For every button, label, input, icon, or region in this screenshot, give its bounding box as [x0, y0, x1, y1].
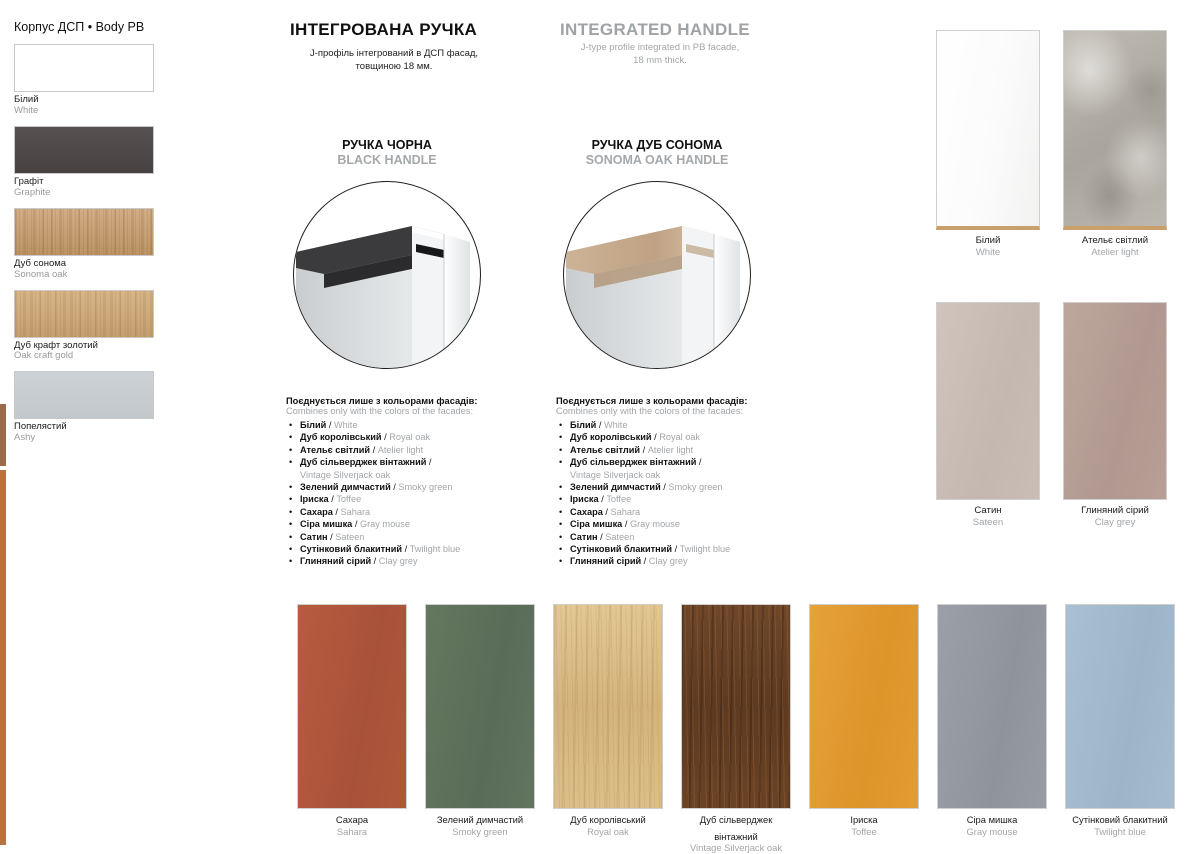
swatch-name-en: White: [14, 104, 39, 116]
list-item: • Білий / White: [300, 419, 546, 431]
list-item: • Ательє світлий / Atelier light: [300, 444, 546, 456]
facade-image: [1063, 302, 1167, 500]
facade-caption-ua-2: вінтажний: [714, 830, 758, 842]
item-ua: Сутінковий блакитний: [300, 544, 403, 555]
item-en: Gray mouse: [629, 519, 680, 530]
item-ua: Сахара: [570, 506, 603, 517]
swatch-name-en: Sonoma oak: [14, 268, 68, 280]
list-item: • Зелений димчастий / Smoky green: [570, 481, 816, 493]
facade-caption-ua: Іриска: [850, 814, 878, 825]
item-en: Sahara: [610, 506, 641, 517]
facade-image: [681, 604, 791, 809]
combine-label-ua: Поєднується лише з кольорами фасадів:: [556, 396, 748, 406]
swatch-chip: [14, 208, 154, 256]
item-en: Toffee: [606, 494, 632, 505]
facade-image: [937, 604, 1047, 809]
facade-caption-en: Gray mouse: [966, 825, 1018, 837]
facade-caption-ua: Зелений димчастий: [436, 814, 524, 825]
swatch-name-ua: Білий: [14, 94, 39, 105]
body-materials-panel: [14, 20, 184, 453]
swatch-name-en: Graphite: [14, 186, 51, 198]
handle-sonoma-title-ua: РУЧКА ДУБ СОНОМА: [591, 138, 723, 152]
list-item-continuation: Vintage Silverjack oak: [570, 469, 661, 480]
item-en: Smoky green: [668, 482, 723, 493]
facade-atelier-light: [1063, 30, 1167, 258]
list-item: • Сахара / Sahara: [570, 506, 816, 518]
heading-en-sub-line1: J-type profile integrated in PB facade,: [580, 42, 740, 53]
swatch-name-en: Oak craft gold: [14, 350, 74, 362]
item-en: White: [333, 420, 358, 430]
facade-image: [553, 604, 663, 809]
heading-ua-sub-line1: J-профіль інтегрований в ДСП фасад,: [309, 48, 479, 59]
item-ua: Дуб сільверджек вінтажний: [300, 457, 427, 468]
item-ua: Дуб королівський: [570, 432, 652, 443]
handle-black-title-ua: РУЧКА ЧОРНА: [342, 138, 432, 152]
item-ua: Сатин: [570, 531, 598, 542]
body-materials-title: Корпус ДСП • Body PB: [14, 20, 145, 34]
item-ua: Білий: [570, 420, 597, 430]
heading-ua-sub-line2: товщиною 18 мм.: [355, 60, 433, 72]
list-item: • Білий / White: [570, 419, 816, 431]
body-swatch-graphite: [14, 126, 184, 199]
facade-color-row: [297, 604, 1177, 854]
facade-caption-en: Toffee: [851, 825, 877, 837]
facade-caption-ua: Сатин: [974, 505, 1002, 516]
item-ua: Іриска: [570, 494, 599, 505]
list-item: • Сатин / Sateen: [300, 531, 546, 543]
item-en: Sateen: [605, 531, 635, 542]
facade-caption-en: Royal oak: [587, 825, 629, 837]
facade-caption-en: Atelier light: [1091, 246, 1139, 258]
facade-clay-grey: [1063, 302, 1167, 528]
item-ua: Ательє світлий: [300, 444, 371, 455]
handle-sonoma-title-en: SONOMA OAK HANDLE: [585, 153, 729, 167]
facade-caption-en: Clay grey: [1094, 516, 1136, 528]
list-item: • Дуб сільверджек вінтажний /: [570, 456, 816, 468]
item-en: Smoky green: [398, 482, 453, 493]
item-ua: Сахара: [300, 506, 333, 517]
list-item: • Зелений димчастий / Smoky green: [300, 481, 546, 493]
list-item: • Дуб королівський / Royal oak: [570, 431, 816, 443]
item-ua: Ательє світлий: [570, 444, 641, 455]
handle-sonoma-art: [564, 182, 750, 368]
item-en: Sahara: [340, 506, 371, 517]
item-en: Twilight blue: [679, 544, 731, 555]
facade-royal-oak: [553, 604, 663, 837]
handle-sonoma-illustration: [563, 181, 751, 369]
list-item: • Сатин / Sateen: [570, 531, 816, 543]
facade-white: [936, 30, 1040, 258]
item-en: Toffee: [336, 494, 362, 505]
facade-image: [425, 604, 535, 809]
item-en: Sateen: [335, 531, 365, 542]
list-item: • Сутінковий блакитний / Twilight blue: [570, 543, 816, 555]
list-item: • Глиняний сірий / Clay grey: [570, 555, 816, 567]
item-en: Royal oak: [659, 432, 701, 443]
facade-caption-en: White: [975, 246, 1001, 258]
item-ua: Сіра мишка: [300, 519, 353, 530]
item-en: Clay grey: [378, 556, 418, 567]
list-item: • Дуб сільверджек вінтажний /: [300, 456, 546, 468]
facade-image: [936, 302, 1040, 500]
facade-caption-en: Sateen: [972, 516, 1004, 528]
facade-caption-ua: Дуб сільверджек: [699, 814, 773, 825]
item-ua: Іриска: [300, 494, 329, 505]
handle-black-art: [294, 182, 480, 368]
facade-image: [1065, 604, 1175, 809]
item-ua: Сіра мишка: [570, 519, 623, 530]
facade-sahara: [297, 604, 407, 837]
list-item: • Сахара / Sahara: [300, 506, 546, 518]
facade-caption-ua: Сутінковий блакитний: [1072, 814, 1168, 825]
facade-caption-en: Vintage Silverjack oak: [689, 842, 783, 854]
handle-black-title-en: BLACK HANDLE: [337, 153, 437, 167]
combine-label-ua: Поєднується лише з кольорами фасадів:: [286, 396, 478, 406]
item-en: Twilight blue: [409, 544, 461, 555]
handle-black-illustration: [293, 181, 481, 369]
list-item-continuation: Vintage Silverjack oak: [300, 469, 391, 480]
list-item: • Сіра мишка / Gray mouse: [300, 518, 546, 530]
heading-en-text: INTEGRATED HANDLE: [560, 20, 750, 39]
handle-black-combination-list: [286, 396, 546, 568]
list-item: • Сіра мишка / Gray mouse: [570, 518, 816, 530]
edge-strip-upper: [0, 404, 6, 466]
swatch-name-ua: Дуб крафт золотий: [14, 339, 98, 351]
section-heading-ua: [290, 20, 520, 74]
item-en: Gray mouse: [359, 519, 410, 530]
facade-caption-ua: Сіра мишка: [966, 814, 1018, 825]
edge-strip-lower: [0, 470, 6, 845]
item-ua: Глиняний сірий: [570, 556, 642, 567]
facade-caption-en: Smoky green: [452, 825, 508, 837]
body-swatch-sonoma-oak: [14, 208, 184, 281]
swatch-name-ua: Попелястий: [14, 421, 67, 433]
facade-gray-mouse: [937, 604, 1047, 837]
swatch-name-ua: Графіт: [14, 175, 44, 187]
item-ua: Білий: [300, 420, 327, 430]
combine-label-en: Combines only with the colors of the facades:: [556, 406, 744, 416]
swatch-name-en: Ashy: [14, 432, 36, 444]
list-item: • Іриска / Toffee: [300, 493, 546, 505]
item-ua: Сутінковий блакитний: [570, 544, 673, 555]
list-item: • Дуб королівський / Royal oak: [300, 431, 546, 443]
list-item: • Ательє світлий / Atelier light: [570, 444, 816, 456]
facade-image: [297, 604, 407, 809]
item-ua: Сатин: [300, 531, 328, 542]
swatch-chip: [14, 371, 154, 419]
facade-image: [936, 30, 1040, 230]
facade-caption-ua: Білий: [975, 235, 1001, 246]
item-en: Atelier light: [647, 444, 694, 455]
facade-caption-ua: Сахара: [335, 814, 369, 825]
facade-caption-ua: Глиняний сірий: [1081, 505, 1149, 516]
handle-black-column: [267, 138, 507, 369]
swatch-chip: [14, 44, 154, 92]
facade-twilight-blue: [1065, 604, 1175, 837]
section-heading-en: [560, 20, 810, 68]
list-item: • Сутінковий блакитний / Twilight blue: [300, 543, 546, 555]
body-swatch-white: [14, 44, 184, 117]
facade-image: [809, 604, 919, 809]
body-swatch-ashy: [14, 371, 184, 444]
item-en: Royal oak: [389, 432, 431, 443]
list-item: • Глиняний сірий / Clay grey: [300, 555, 546, 567]
item-en: Atelier light: [377, 444, 424, 455]
handle-sonoma-combination-list: [556, 396, 816, 568]
combine-label-en: Combines only with the colors of the facades:: [286, 406, 474, 416]
item-ua: Дуб королівський: [300, 432, 382, 443]
item-ua: Дуб сільверджек вінтажний: [570, 457, 697, 468]
heading-en-sub-line2: 18 mm thick.: [633, 54, 687, 66]
facade-vintage-silverjack-oak: [681, 604, 791, 854]
facade-image: [1063, 30, 1167, 230]
swatch-chip: [14, 126, 154, 174]
swatch-name-ua: Дуб сонома: [14, 257, 67, 269]
item-en: White: [603, 420, 628, 430]
facade-smoky-green: [425, 604, 535, 837]
facade-caption-en: Sahara: [336, 825, 368, 837]
facade-sateen: [936, 302, 1040, 528]
heading-ua-text: ІНТЕГРОВАНА РУЧКА: [290, 20, 478, 39]
facade-caption-en: Twilight blue: [1094, 825, 1146, 837]
item-ua: Глиняний сірий: [300, 556, 372, 567]
item-ua: Зелений димчастий: [570, 482, 661, 493]
facade-caption-ua: Ательє світлий: [1081, 235, 1149, 246]
body-swatch-oak-craft-gold: [14, 290, 184, 363]
facade-toffee: [809, 604, 919, 837]
swatch-chip: [14, 290, 154, 338]
list-item: • Іриска / Toffee: [570, 493, 816, 505]
item-en: Clay grey: [648, 556, 688, 567]
item-ua: Зелений димчастий: [300, 482, 391, 493]
handle-sonoma-column: [537, 138, 777, 369]
facade-caption-ua: Дуб королівський: [570, 814, 646, 825]
